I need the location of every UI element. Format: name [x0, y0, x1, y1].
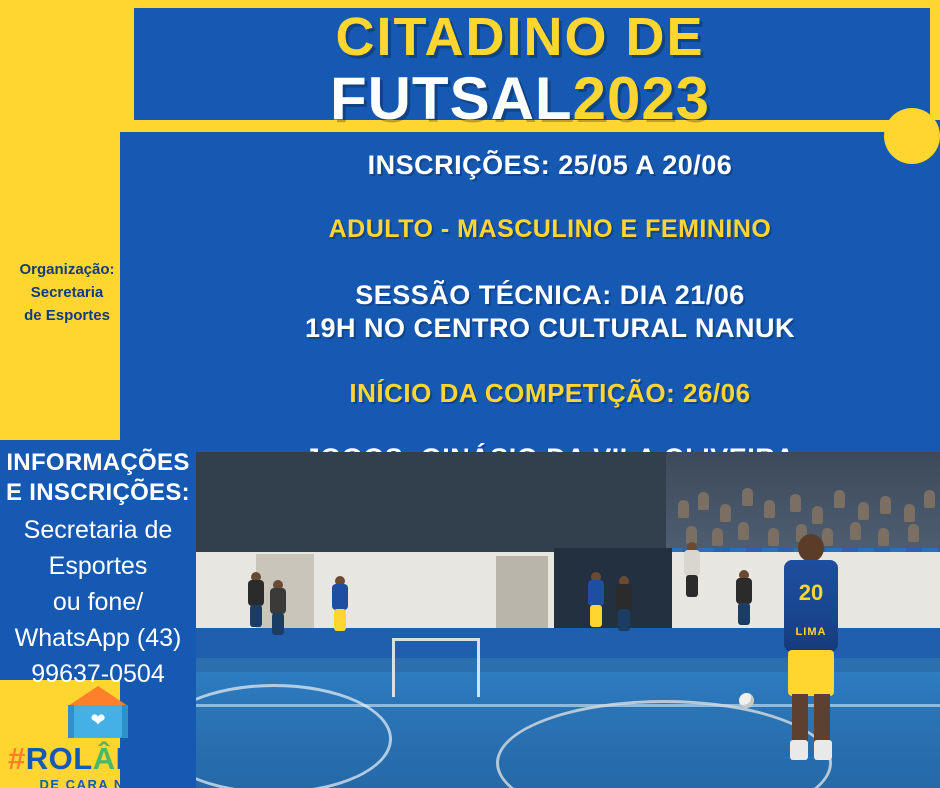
logo-part-1: ROL — [25, 741, 93, 776]
photo-ball — [739, 693, 754, 708]
organization-label: Organização: — [19, 261, 115, 278]
photo-goal — [392, 638, 480, 697]
logo-subtitle: DE CARA NOVA — [39, 777, 157, 788]
city-logo — [8, 686, 194, 788]
title-line-2 — [140, 65, 900, 132]
photo-player-name: LIMA — [795, 626, 827, 638]
logo-part-3: NDIA — [115, 741, 194, 776]
title-line-1: CITADINO DE — [335, 7, 705, 67]
photo-player — [736, 570, 752, 626]
photo-door-center — [496, 556, 548, 628]
contact-line-3: ou fone/ — [52, 588, 144, 616]
title-word-futsal: FUTSAL — [329, 65, 573, 132]
photo-dark-opening — [554, 548, 672, 630]
contact-line-1: Secretaria de — [23, 516, 173, 544]
photo-player — [332, 576, 348, 632]
organization-line-2: de Esportes — [24, 307, 110, 324]
photo-player — [616, 576, 632, 632]
photo-player-number: 20 — [798, 580, 824, 605]
contact-phone: 99637-0504 — [31, 660, 165, 688]
detail-technical-session: SESSÃO TÉCNICA: DIA 21/06 — [355, 280, 745, 310]
contact-heading-1: INFORMAÇÕES — [6, 449, 190, 476]
contact-heading-2: E INSCRIÇÕES: — [6, 479, 190, 506]
contact-line-2: Esportes — [48, 552, 148, 580]
title-word-year: 2023 — [572, 65, 711, 132]
right-yellow-edge — [930, 0, 940, 120]
yellow-column-accent — [120, 8, 134, 132]
detail-inscriptions: INSCRIÇÕES: 25/05 A 20/06 — [367, 150, 733, 180]
photo-player — [248, 572, 264, 628]
logo-wordmark — [8, 741, 194, 776]
contact-line-4: WhatsApp (43) — [14, 624, 182, 652]
photo-player — [684, 542, 700, 598]
event-details — [200, 140, 900, 474]
detail-start-date: INÍCIO DA COMPETIÇÃO: 26/06 — [349, 378, 751, 408]
detail-technical-session-venue: 19H NO CENTRO CULTURAL NANUK — [304, 313, 795, 343]
detail-categories: ADULTO - MASCULINO E FEMININO — [328, 215, 772, 243]
organization-block — [0, 258, 134, 327]
logo-part-2: Â — [92, 741, 116, 776]
poster-title — [140, 6, 900, 130]
photo-foreground-player — [782, 534, 840, 762]
photo-player — [270, 580, 286, 636]
logo-hash: # — [8, 741, 26, 776]
contact-block — [0, 448, 196, 692]
contact-details — [0, 512, 196, 692]
organization-line-1: Secretaria — [30, 284, 104, 301]
photo-player — [588, 572, 604, 628]
house-heart-icon: ❤ — [65, 686, 131, 740]
futsal-match-photo — [196, 452, 940, 788]
